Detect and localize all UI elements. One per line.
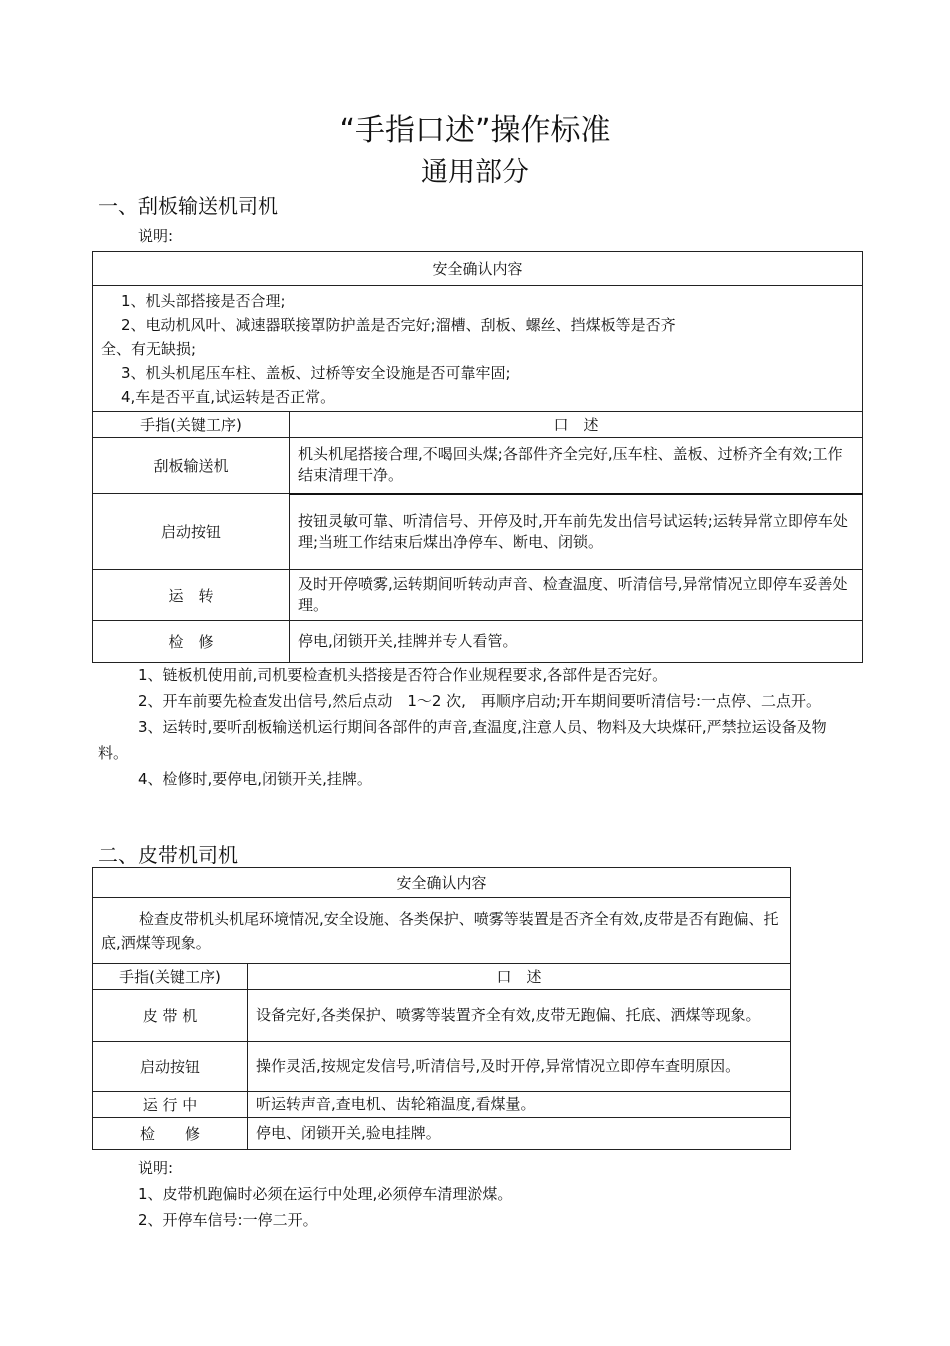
note-line: 1、链板机使用前,司机要检查机头搭接是否符合作业规程要求,各部件是否完好。 (138, 666, 668, 684)
section1-table (92, 251, 863, 663)
row-key: 检 修 (93, 1118, 248, 1150)
column-header-recital: 口 述 (248, 964, 791, 990)
section2-table (92, 867, 791, 1150)
note-line: 3、运转时,要听刮板输送机运行期间各部件的声音,查温度,注意人员、物料及大块煤矸,严禁拉运设备及物料。 (98, 718, 827, 762)
column-header-key-step: 手指(关键工序) (93, 964, 248, 990)
note-line: 1、皮带机跑偏时必须在运行中处理,必须停车清理淤煤。 (138, 1185, 513, 1203)
row-desc: 设备完好,各类保护、喷雾等装置齐全有效,皮带无跑偏、托底、洒煤等现象。 (248, 990, 791, 1042)
page-subtitle: 通用部分 (421, 157, 529, 188)
row-key: 启动按钮 (93, 494, 290, 570)
section1-heading: 一、刮板输送机司机 (98, 194, 278, 218)
confirm-content: 检查皮带机头机尾环境情况,安全设施、各类保护、喷雾等装置是否齐全有效,皮带是否有跑偏、托底,洒煤等现象。 (93, 898, 791, 964)
page-title: “手指口述”操作标准 (339, 113, 611, 148)
confirm-line: 全、有无缺损; (101, 339, 197, 358)
section2-note-label: 说明: (138, 1159, 174, 1177)
note-line: 4、检修时,要停电,闭锁开关,挂牌。 (138, 770, 372, 788)
row-desc: 按钮灵敏可靠、听清信号、开停及时,开车前先发出信号试运转;运转异常立即停车处理;当班工作结束后煤出净停车、断电、闭锁。 (290, 494, 863, 570)
confirm-header: 安全确认内容 (93, 252, 863, 286)
row-key: 刮板输送机 (93, 438, 290, 494)
column-header-key-step: 手指(关键工序) (93, 412, 290, 438)
row-key: 皮 带 机 (93, 990, 248, 1042)
column-header-recital: 口 述 (290, 412, 863, 438)
row-key: 运 行 中 (93, 1092, 248, 1118)
note-line: 2、开车前要先检查发出信号,然后点动 1～2 次, 再顺序启动;开车期间要听清信号:一点停、二点开。 (138, 692, 822, 710)
note-line: 2、开停车信号:一停二开。 (138, 1211, 318, 1229)
confirm-line: 4,车是否平直,试运转是否正常。 (121, 387, 336, 406)
row-desc: 操作灵活,按规定发信号,听清信号,及时开停,异常情况立即停车查明原因。 (248, 1042, 791, 1092)
confirm-line: 1、机头部搭接是否合理; (121, 291, 286, 310)
confirm-line: 2、电动机风叶、减速器联接罩防护盖是否完好;溜槽、刮板、螺丝、挡煤板等是否齐 (121, 315, 676, 334)
section2-notes (98, 1155, 843, 1233)
row-desc: 停电,闭锁开关,挂牌并专人看管。 (290, 621, 863, 663)
confirm-content (93, 286, 863, 412)
row-key: 检 修 (93, 621, 290, 663)
confirm-line: 3、机头机尾压车柱、盖板、过桥等安全设施是否可靠牢固; (121, 363, 511, 382)
confirm-header: 安全确认内容 (93, 868, 791, 898)
row-desc: 听运转声音,查电机、齿轮箱温度,看煤量。 (248, 1092, 791, 1118)
row-desc: 及时开停喷雾,运转期间听转动声音、检查温度、听清信号,异常情况立即停车妥善处理。 (290, 570, 863, 621)
section1-note-label: 说明: (138, 227, 174, 245)
section2-heading: 二、皮带机司机 (98, 843, 238, 867)
row-key: 运 转 (93, 570, 290, 621)
row-desc: 停电、闭锁开关,验电挂牌。 (248, 1118, 791, 1150)
row-key: 启动按钮 (93, 1042, 248, 1092)
section1-notes (98, 662, 843, 792)
row-desc: 机头机尾搭接合理,不喝回头煤;各部件齐全完好,压车柱、盖板、过桥齐全有效;工作结束清理干净。 (290, 438, 863, 494)
